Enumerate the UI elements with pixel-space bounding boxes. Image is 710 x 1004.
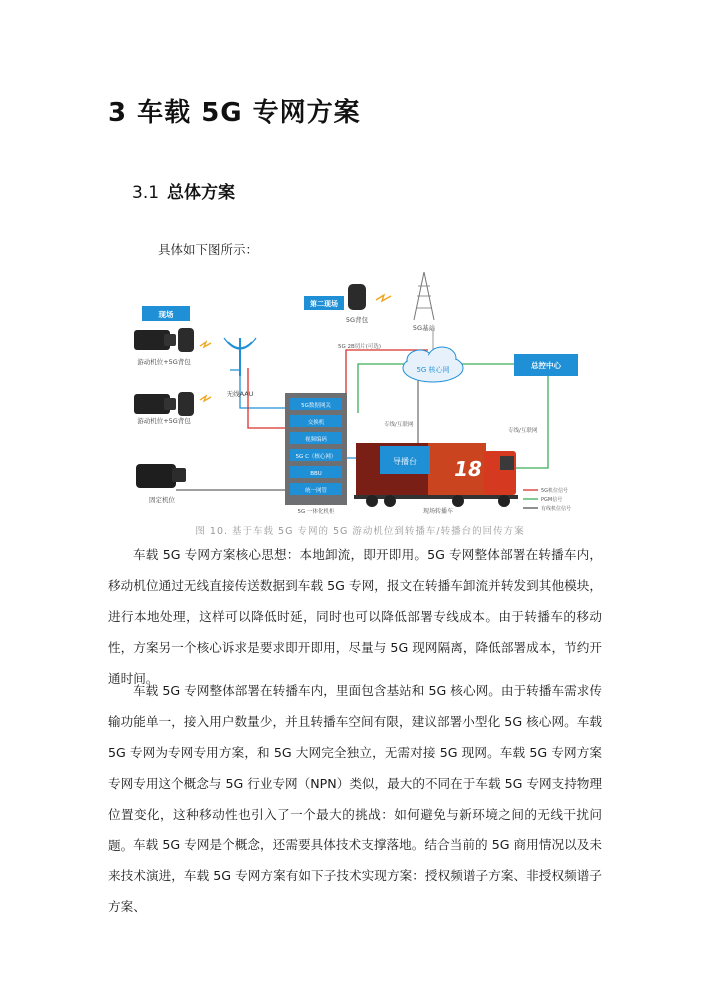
base-station-tower-icon	[414, 272, 434, 320]
figure-caption: 图 10. 基于车载 5G 专网的 5G 游动机位到转播车/转播台的回传方案	[195, 526, 525, 537]
rack-item-1: 交换机	[307, 420, 325, 426]
camera1-label: 游动机位+5G背包	[137, 358, 191, 366]
section-heading	[132, 178, 235, 203]
ob-van-label: 现场转播车	[422, 508, 454, 515]
camera-icon	[134, 392, 194, 416]
camera-icon	[134, 328, 194, 352]
section-number: 3.1	[132, 183, 160, 203]
dedicated-line-label-b: 专线/互联网	[508, 428, 538, 434]
signal-line-blue	[230, 370, 285, 408]
wireless-wave-icon	[200, 396, 211, 401]
wheel-icon	[384, 495, 396, 507]
paragraph-2: 车载 5G 专网整体部署在转播车内，里面包含基站和 5G 核心网。由于转播车需求传输功能单一，接入用户数量少，并且转播车空间有限，建议部署小型化 5G 核心网。车载 5G 专网为专网专用方案，和 5G 大网完全独立，无需对接 5G 现网。车载 5G 专网方案专网专用这个概念与 5G 行业专网（NPN）类似，最大的不同在于车载 5G 专网支持物理位置变化，这种移动性也引入了一个最大的挑战：如何避免与新环境之间的无线干扰问题。	[108, 683, 602, 853]
paragraph-1: 车载 5G 专网方案核心思想：本地卸流，即开即用。5G 专网整体部署在转播车内，移动机位通过无线直接传送数据到车载 5G 专网，报文在转播车卸流并转发到其他模块，进行本地处理，这样可以降低时延，同时也可以降低部署专线成本。由于转播车的移动性，方案另一个核心诉求是要求即开即用，尽量与 5G 现网隔离，降低部署成本，节约开通时间。	[108, 547, 602, 686]
wireless-wave-icon	[200, 342, 211, 347]
base-station-label: 5G基站	[412, 324, 436, 332]
aau-antenna-icon	[224, 338, 256, 376]
wheel-icon	[498, 495, 510, 507]
rack-item-2: 视频编码	[304, 437, 328, 443]
integrated-rack	[285, 393, 347, 505]
legend	[523, 487, 571, 512]
dedicated-line-label-a: 专线/互联网	[384, 422, 414, 428]
wheel-icon	[366, 495, 378, 507]
wireless-wave-icon	[376, 295, 391, 301]
legend-item-2: 有线机位信号	[541, 506, 572, 512]
section-title: 总体方案	[167, 183, 236, 203]
signal-line-green-1	[358, 364, 410, 413]
aau-label: 无线AAU	[226, 390, 254, 398]
signal-line-red-1	[248, 368, 285, 428]
intro-text: 具体如下图所示：	[158, 242, 259, 257]
rack-item-5: 统一网管	[304, 488, 328, 494]
scene-label: 现场	[158, 310, 174, 319]
chapter-heading: 3 车载 5G 专网方案	[108, 98, 361, 128]
fixed-camera-label: 固定机位	[149, 496, 175, 504]
camera2-label: 游动机位+5G背包	[137, 417, 191, 425]
backpack-icon	[348, 284, 366, 310]
legend-item-1: PGM信号	[541, 497, 563, 503]
second-scene-label: 第二现场	[310, 300, 338, 308]
integrated-rack-label: 5G 一体化机柜	[297, 509, 335, 515]
control-center-label: 总控中心	[531, 361, 561, 370]
rack-item-0: 5G数据网关	[301, 403, 331, 409]
core-network-cloud-icon	[403, 347, 463, 382]
network-diagram	[128, 268, 588, 518]
paragraph-3: 车载 5G 专网是个概念，还需要具体技术支撑落地。结合当前的 5G 商用情况以及未来技术演进，车载 5G 专网方案有如下子技术实现方案：授权频谱子方案、非授权频谱子方案、	[108, 837, 602, 914]
truck-logo: 18	[454, 457, 482, 481]
fixed-camera-icon	[136, 464, 186, 488]
core-network-label: 5G 核心网	[416, 366, 450, 374]
wheel-icon	[452, 495, 464, 507]
slice-label: 5G 2B切片(可选)	[338, 344, 382, 350]
rack-item-3: 5G C（核心网）	[295, 454, 337, 460]
legend-item-0: 5G机位信号	[541, 488, 569, 494]
backpack-label: 5G背包	[345, 316, 369, 324]
ob-van-truck	[354, 443, 518, 507]
rack-item-4: BBU	[310, 471, 322, 477]
broadcast-desk-label: 导播台	[393, 457, 417, 466]
